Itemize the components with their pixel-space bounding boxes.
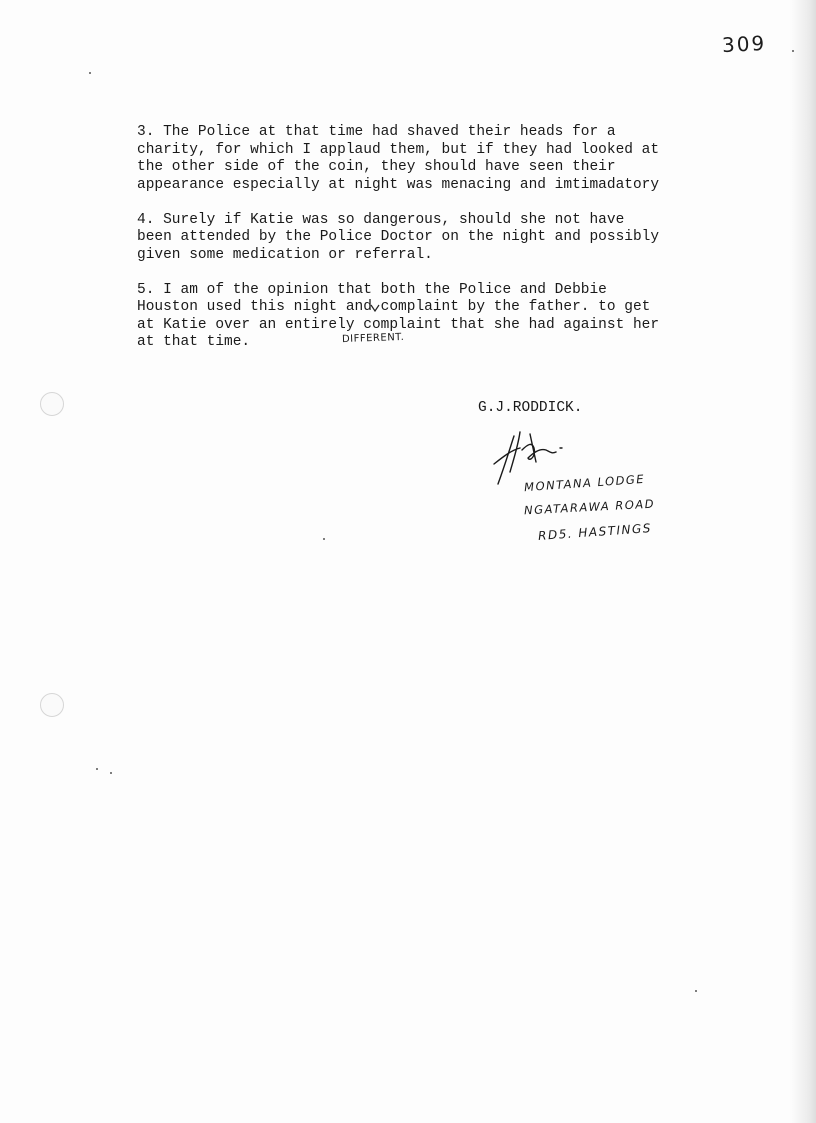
- scan-speck: [323, 538, 325, 540]
- paragraph-4: 4. Surely if Katie was so dangerous, should she not have been attended by the Police Doctor on the night and possibly given some medication or referral.: [137, 211, 660, 263]
- scan-speck: [96, 768, 98, 770]
- paragraph-5: 5. I am of the opinion that both the Police and Debbie Houston used this night and complaint by the father. to get at Katie over an entirely complaint that she had against her at that time.: [137, 281, 660, 350]
- paragraph-3: 3. The Police at that time had shaved their heads for a charity, for which I applaud them, but if they had looked at the other side of the coin, they should have seen their appearance especially at night was menacing and imtimadatory: [137, 124, 660, 193]
- address-line-3: RD5. HASTINGS: [537, 521, 653, 543]
- punch-hole-bottom: [40, 693, 64, 717]
- page-number: 309: [721, 30, 767, 58]
- scan-speck: [792, 50, 794, 52]
- scan-speck: [695, 990, 697, 992]
- address-line-1: MONTANA LODGE: [523, 471, 646, 495]
- punch-hole-top: [40, 392, 64, 416]
- scan-speck: [110, 772, 112, 774]
- handwritten-insertion: DIFFERENT.: [341, 331, 405, 346]
- page-edge-shadow: [790, 0, 816, 1123]
- address-line-2: NGATARAWA ROAD: [523, 496, 656, 518]
- letter-body: [137, 124, 717, 369]
- insertion-caret-mark: [370, 304, 380, 312]
- scan-speck: [89, 72, 91, 74]
- signatory-name: G.J.RODDICK.: [478, 400, 583, 416]
